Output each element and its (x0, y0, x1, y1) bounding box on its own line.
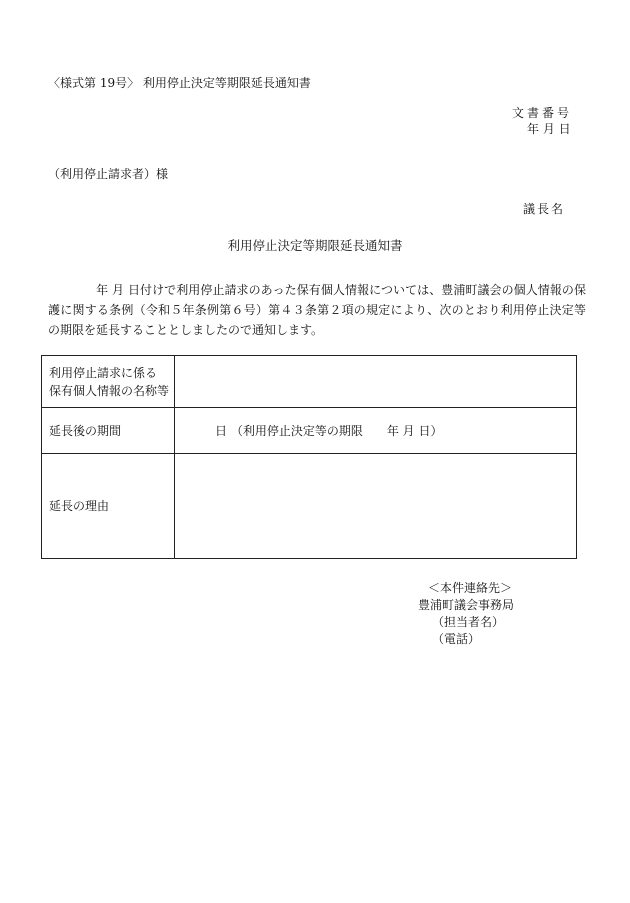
table-row (42, 408, 577, 454)
extended-period-label: 延長後の期間 (42, 408, 175, 454)
contact-office: 豊浦町議会事務局 (418, 598, 515, 612)
extension-reason-value (175, 454, 577, 559)
sender-name: 議長名 (523, 202, 566, 216)
info-name-label-line2: 保有個人情報の名称等 (49, 383, 170, 398)
contact-heading: ＜本件連絡先＞ (428, 581, 513, 595)
table-row (42, 356, 577, 408)
extension-reason-label: 延長の理由 (42, 454, 175, 559)
form-number: 〈様式第 19号〉 利用停止決定等期限延長通知書 (48, 76, 311, 90)
body-paragraph (48, 280, 586, 340)
contact-person: （担当者名） (432, 615, 505, 629)
addressee: （利用停止請求者）様 (48, 167, 169, 181)
document-number: 文書番号 (512, 106, 573, 120)
contact-phone: （電話） (432, 632, 481, 646)
info-name-label-line1: 利用停止請求に係る (49, 365, 158, 380)
document-title: 利用停止決定等期限延長通知書 (227, 238, 403, 253)
info-name-value (175, 356, 577, 408)
info-table (41, 355, 577, 559)
table-row (42, 454, 577, 559)
contact-block (418, 580, 514, 648)
info-name-label (42, 356, 175, 408)
body-text: 年 月 日付けで利用停止請求のあった保有個人情報については、豊浦町議会の個人情報の保護に関する条例（令和５年条例第６号）第４３条第２項の規定により、次のとおり利用停止決定等の期限を延長することとしましたので通知します。 (48, 283, 586, 337)
extended-period-value: 日 （利用停止決定等の期限 年 月 日） (175, 408, 577, 454)
document-date: 年 月 日 (527, 122, 571, 136)
